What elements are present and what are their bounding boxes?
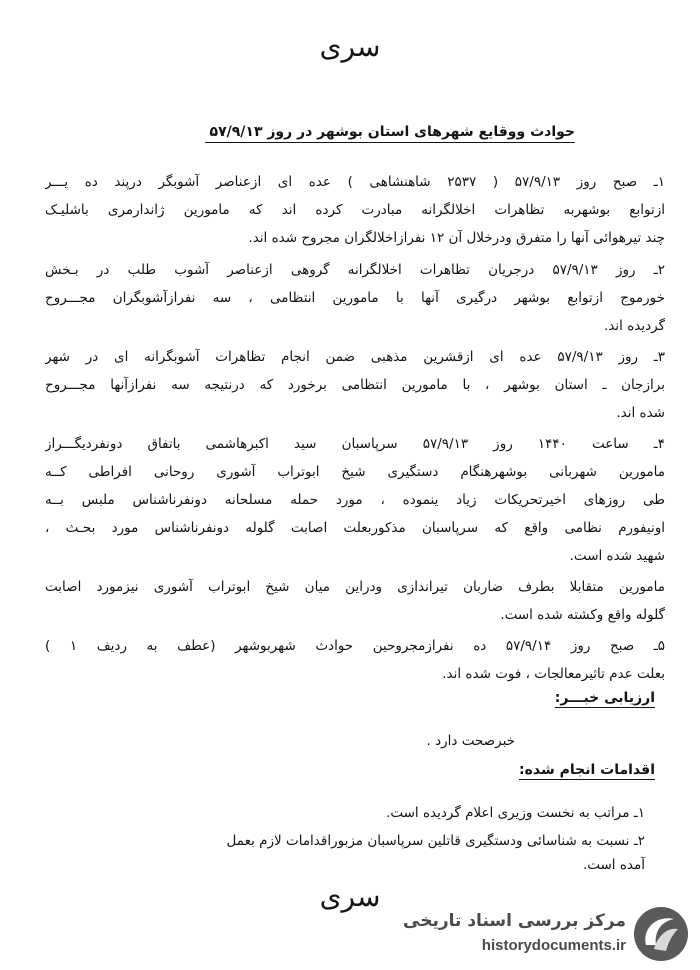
- report-item-4: [45, 430, 665, 570]
- report-line: ۴ـ ساعت ۱۴۴۰ روز ۵۷/۹/۱۳ سرپاسبان سید اکبرهاشمی باتفاق دونفردیگـــراز: [45, 436, 665, 452]
- history-documents-logo-icon: [632, 905, 690, 963]
- report-item-2: [45, 256, 665, 340]
- report-line: ۲ـ روز ۵۷/۹/۱۳ درجریان تظاهرات اخلالگرانه گروهی ازعناصر آشوب طلب در بـخش: [45, 262, 665, 278]
- action-item-2: ۲ـ نسبت به شناسائی ودستگیری قاتلین سرپاسبان مزبوراقدامات لازم بعمل: [226, 833, 645, 849]
- archive-url: historydocuments.ir: [481, 937, 626, 954]
- document-title: حوادث ووقایع شهرهای استان بوشهر در روز ۵۷/۹/۱۳: [205, 124, 575, 143]
- report-line: برازجان ـ استان بوشهر ، با مامورین انتظامی برخورد که درنتیجه سه نفرازآنها مجـــروح: [45, 377, 665, 393]
- report-item-3: [45, 343, 665, 427]
- report-line: چند تیرهوائی آنها را متفرق ودرخلال آن ۱۲ نفرازاخلالگران مجروح شده اند.: [248, 230, 665, 246]
- report-line: گردیده اند.: [604, 318, 665, 334]
- report-line: ازتوابع بوشهربه تظاهرات اخلالگرانه مبادرت کرده اند که مامورین ژاندارمری باشلیـک: [45, 202, 665, 218]
- classification-mark-top: سری: [319, 30, 381, 63]
- report-line: مامورین متقابلا بطرف ضاربان تیراندازی ودراین میان شیخ ابوتراب آشوری نیزمورد اصابت: [45, 579, 665, 595]
- report-line: ۳ـ روز ۵۷/۹/۱۳ عده ای ازقشرین مذهبی ضمن انجام تظاهرات آشوبگرانه ای در شهر: [45, 349, 665, 365]
- report-item-5: [45, 632, 665, 688]
- assessment-text: خبرصحت دارد .: [426, 733, 515, 749]
- archive-name: مرکز بررسی اسناد تاریخی: [403, 911, 626, 931]
- report-item-4-continued: [45, 573, 665, 629]
- report-line: اونیفورم نظامی واقع که سرپاسبان مذکوربعلت اصابت گلوله دونفرناشناس مورد بحـث ،: [45, 520, 665, 536]
- report-line: ۵ـ صبح روز ۵۷/۹/۱۴ ده نفرازمجروحین حوادث شهربوشهر (عطف به ردیف ۱ ): [45, 638, 665, 654]
- report-line: بعلت عدم تاثیرمعالجات ، فوت شده اند.: [442, 666, 665, 682]
- classification-mark-bottom: سری: [319, 880, 381, 913]
- assessment-heading: ارزیابی خبـــر:: [554, 690, 655, 706]
- report-line: شده اند.: [616, 405, 665, 421]
- report-line: خورموج ازتوابع بوشهر درگیری آنها با مامورین انتظامی ، سه نفرازآشوبگران مجـــروح: [45, 290, 665, 306]
- report-line: گلوله واقع وکشته شده است.: [500, 607, 665, 623]
- actions-heading: اقدامات انجام شده:: [519, 762, 655, 778]
- report-line: طی روزهای اخیرتحریکات زیاد ینموده ، مورد حمله مسلحانه دونفرناشناس ملبس بــه: [45, 492, 665, 508]
- report-line: ۱ـ صبح روز ۵۷/۹/۱۳ ( ۲۵۳۷ شاهنشاهی ) عده ای ازعناصر آشوبگر درپند ده یـــر: [45, 174, 665, 190]
- action-item-1: ۱ـ مراتب به نخست وزیری اعلام گردیده است.: [386, 805, 645, 821]
- report-line: شهید شده است.: [569, 548, 665, 564]
- archive-watermark: [395, 905, 690, 963]
- report-line: مامورین شهربانی بوشهرهنگام دستگیری شیخ ابوتراب آشوری روحانی افراطی کــه: [45, 464, 665, 480]
- action-item-2-continued: آمده است.: [582, 857, 645, 873]
- report-item-1: [45, 168, 665, 252]
